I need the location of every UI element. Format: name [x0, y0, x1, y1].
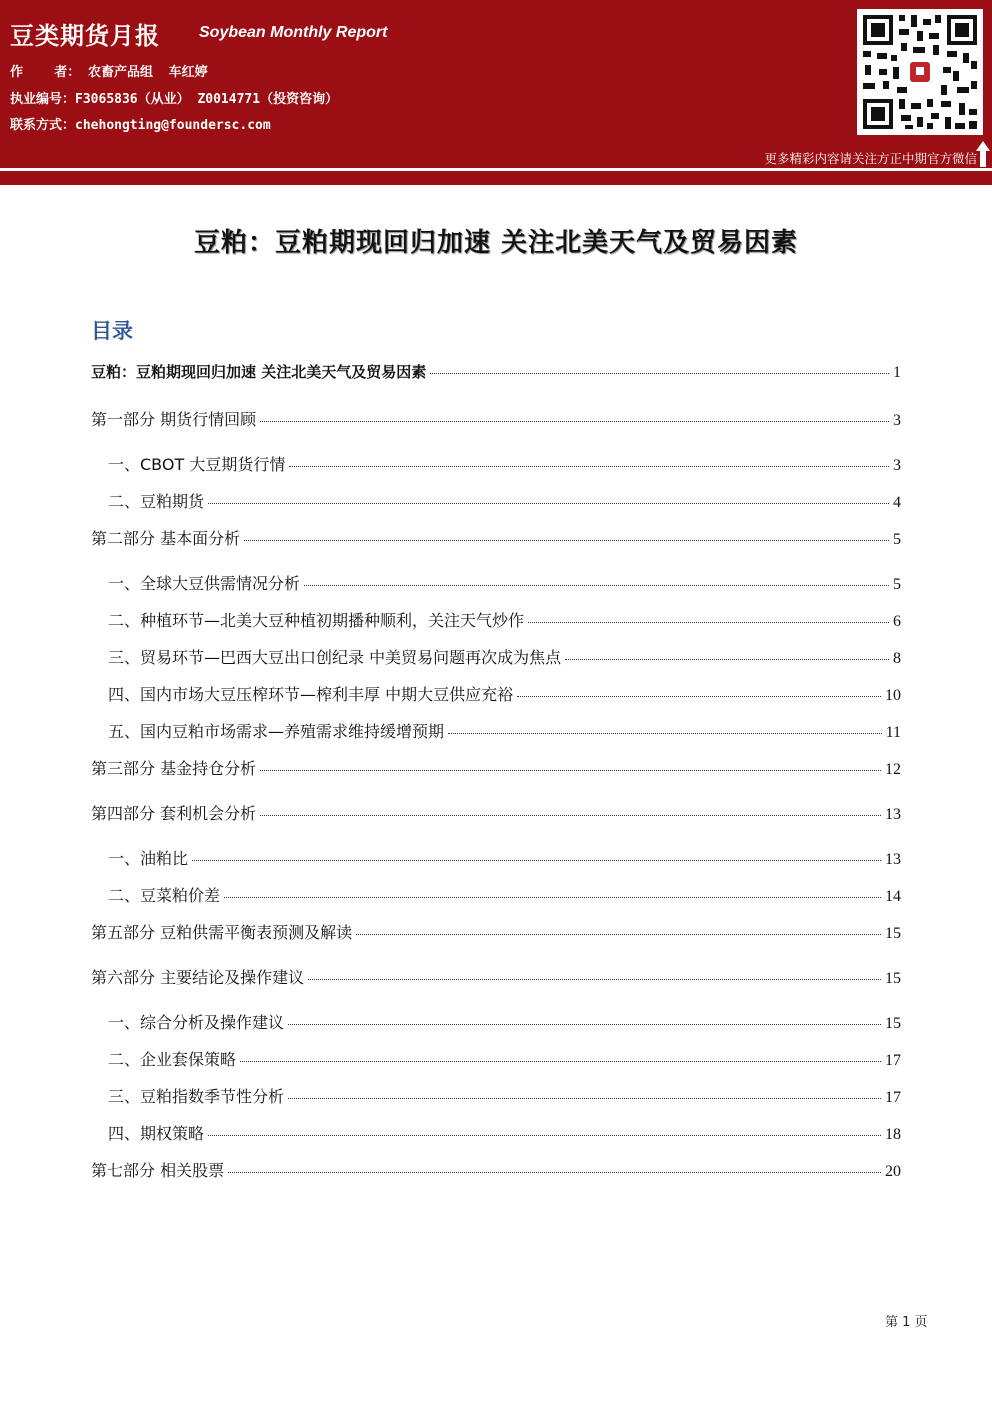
toc-entry-title: 第一部分 期货行情回顾: [91, 410, 257, 429]
toc-entry-page: 5: [893, 576, 901, 593]
toc-entry[interactable]: [108, 719, 901, 742]
toc-entry-page: 15: [885, 925, 901, 942]
toc-entry-page: 14: [885, 888, 901, 905]
toc-entry-page: 20: [885, 1163, 901, 1180]
toc-entry[interactable]: [108, 1047, 901, 1070]
toc-entry[interactable]: [91, 965, 901, 988]
toc-entry-page: 3: [893, 457, 901, 474]
toc-entry-page: 18: [885, 1126, 901, 1143]
toc-leader: [308, 979, 881, 980]
toc-leader: [208, 1135, 881, 1136]
toc-entry-page: 5: [893, 531, 901, 548]
brand-title-en: Soybean Monthly Report: [199, 24, 388, 41]
toc-entry-page: 17: [885, 1089, 901, 1106]
toc-entry[interactable]: [108, 1010, 901, 1033]
toc-entry-page: 10: [885, 687, 901, 704]
toc-entry-title: 一、综合分析及操作建议: [108, 1013, 285, 1032]
toc-leader: [288, 1024, 881, 1025]
toc-leader: [260, 815, 881, 816]
toc-entry-title: 第四部分 套利机会分析: [91, 804, 257, 823]
toc-entry-title: 三、豆粕指数季节性分析: [108, 1087, 285, 1106]
toc-leader: [224, 897, 881, 898]
toc-entry[interactable]: [91, 361, 901, 382]
toc-entry-page: 11: [885, 724, 901, 741]
toc-entry-title: 二、种植环节—北美大豆种植初期播种顺利，关注天气炒作: [108, 611, 525, 630]
toc-entry-page: 13: [885, 851, 901, 868]
toc-entry-title: 一、CBOT 大豆期货行情: [108, 455, 286, 474]
brand-title-cn: 豆类期货月报: [10, 22, 160, 50]
toc-entry[interactable]: [108, 645, 901, 668]
toc-entry-title: 二、豆粕期货: [108, 492, 205, 511]
toc-entry-page: 13: [885, 806, 901, 823]
document-title: 豆粕：豆粕期现回归加速 关注北美天气及贸易因素: [193, 228, 799, 258]
toc-entry-title: 一、全球大豆供需情况分析: [108, 574, 301, 593]
toc-leader: [240, 1061, 881, 1062]
toc-entry-page: 3: [893, 412, 901, 429]
toc-entry-page: 17: [885, 1052, 901, 1069]
toc-leader: [528, 622, 889, 623]
toc-leader: [430, 373, 889, 374]
toc-entry-title: 豆粕：豆粕期现回归加速 关注北美天气及贸易因素: [91, 363, 427, 381]
toc-entry-page: 1: [893, 364, 901, 381]
toc-leader: [260, 770, 881, 771]
toc-entry[interactable]: [108, 682, 901, 705]
toc-heading: 目录: [91, 319, 133, 343]
toc-entry-title: 一、油粕比: [108, 849, 189, 868]
toc-entry[interactable]: [91, 756, 901, 779]
author-label: 作 者：: [10, 65, 81, 80]
toc-entry[interactable]: [108, 1121, 901, 1144]
toc-leader: [228, 1172, 881, 1173]
toc-entry-page: 12: [885, 761, 901, 778]
toc-leader: [260, 421, 889, 422]
toc-leader: [304, 585, 889, 586]
toc-leader: [448, 733, 882, 734]
toc-leader: [565, 659, 889, 660]
toc-entry-title: 二、企业套保策略: [108, 1050, 237, 1069]
toc-entry-page: 15: [885, 1015, 901, 1032]
toc-entry[interactable]: [108, 571, 901, 594]
toc-entry-page: 15: [885, 970, 901, 987]
toc-entry[interactable]: [91, 920, 901, 943]
toc-entry-title: 三、贸易环节—巴西大豆出口创纪录 中美贸易问题再次成为焦点: [108, 648, 562, 667]
toc-entry-title: 第五部分 豆粕供需平衡表预测及解读: [91, 923, 353, 942]
toc-entry-title: 四、国内市场大豆压榨环节—榨利丰厚 中期大豆供应充裕: [108, 685, 514, 704]
toc-leader: [517, 696, 881, 697]
toc-entry[interactable]: [91, 1158, 901, 1181]
toc-entry-title: 四、期权策略: [108, 1124, 205, 1143]
toc-entry-title: 第二部分 基本面分析: [91, 529, 241, 548]
license-value: F3065836（从业） Z0014771（投资咨询）: [75, 92, 339, 107]
toc-entry-title: 第七部分 相关股票: [91, 1161, 225, 1180]
toc-entry-page: 8: [893, 650, 901, 667]
page-number: 第 1 页: [885, 1315, 928, 1330]
toc-entry[interactable]: [108, 452, 901, 475]
toc-entry-title: 二、豆菜粕价差: [108, 886, 221, 905]
toc-leader: [244, 540, 889, 541]
toc-entry-page: 4: [893, 494, 901, 511]
toc-entry[interactable]: [91, 526, 901, 549]
contact-label: 联系方式：: [10, 118, 76, 133]
toc-entry[interactable]: [108, 608, 901, 631]
toc-entry[interactable]: [108, 489, 901, 512]
toc-leader: [208, 503, 889, 504]
toc-entry[interactable]: [108, 846, 901, 869]
toc-entry-title: 第六部分 主要结论及操作建议: [91, 968, 305, 987]
author-value: 农畜产品组 车红婷: [88, 65, 208, 80]
toc-entry-title: 第三部分 基金持仓分析: [91, 759, 257, 778]
toc-entry-title: 五、国内豆粕市场需求—养殖需求维持缓增预期: [108, 722, 445, 741]
toc-entry[interactable]: [108, 883, 901, 906]
toc-entry[interactable]: [91, 801, 901, 824]
toc-leader: [356, 934, 881, 935]
toc-leader: [289, 466, 889, 467]
toc-leader: [192, 860, 881, 861]
toc-entry-page: 6: [893, 613, 901, 630]
toc-entry[interactable]: [91, 407, 901, 430]
toc-entry[interactable]: [108, 1084, 901, 1107]
license-label: 执业编号：: [10, 92, 76, 107]
toc-leader: [288, 1098, 881, 1099]
contact-email: chehongting@foundersc.com: [75, 118, 271, 133]
follow-wechat-text: 更多精彩内容请关注方正中期官方微信: [764, 151, 977, 166]
